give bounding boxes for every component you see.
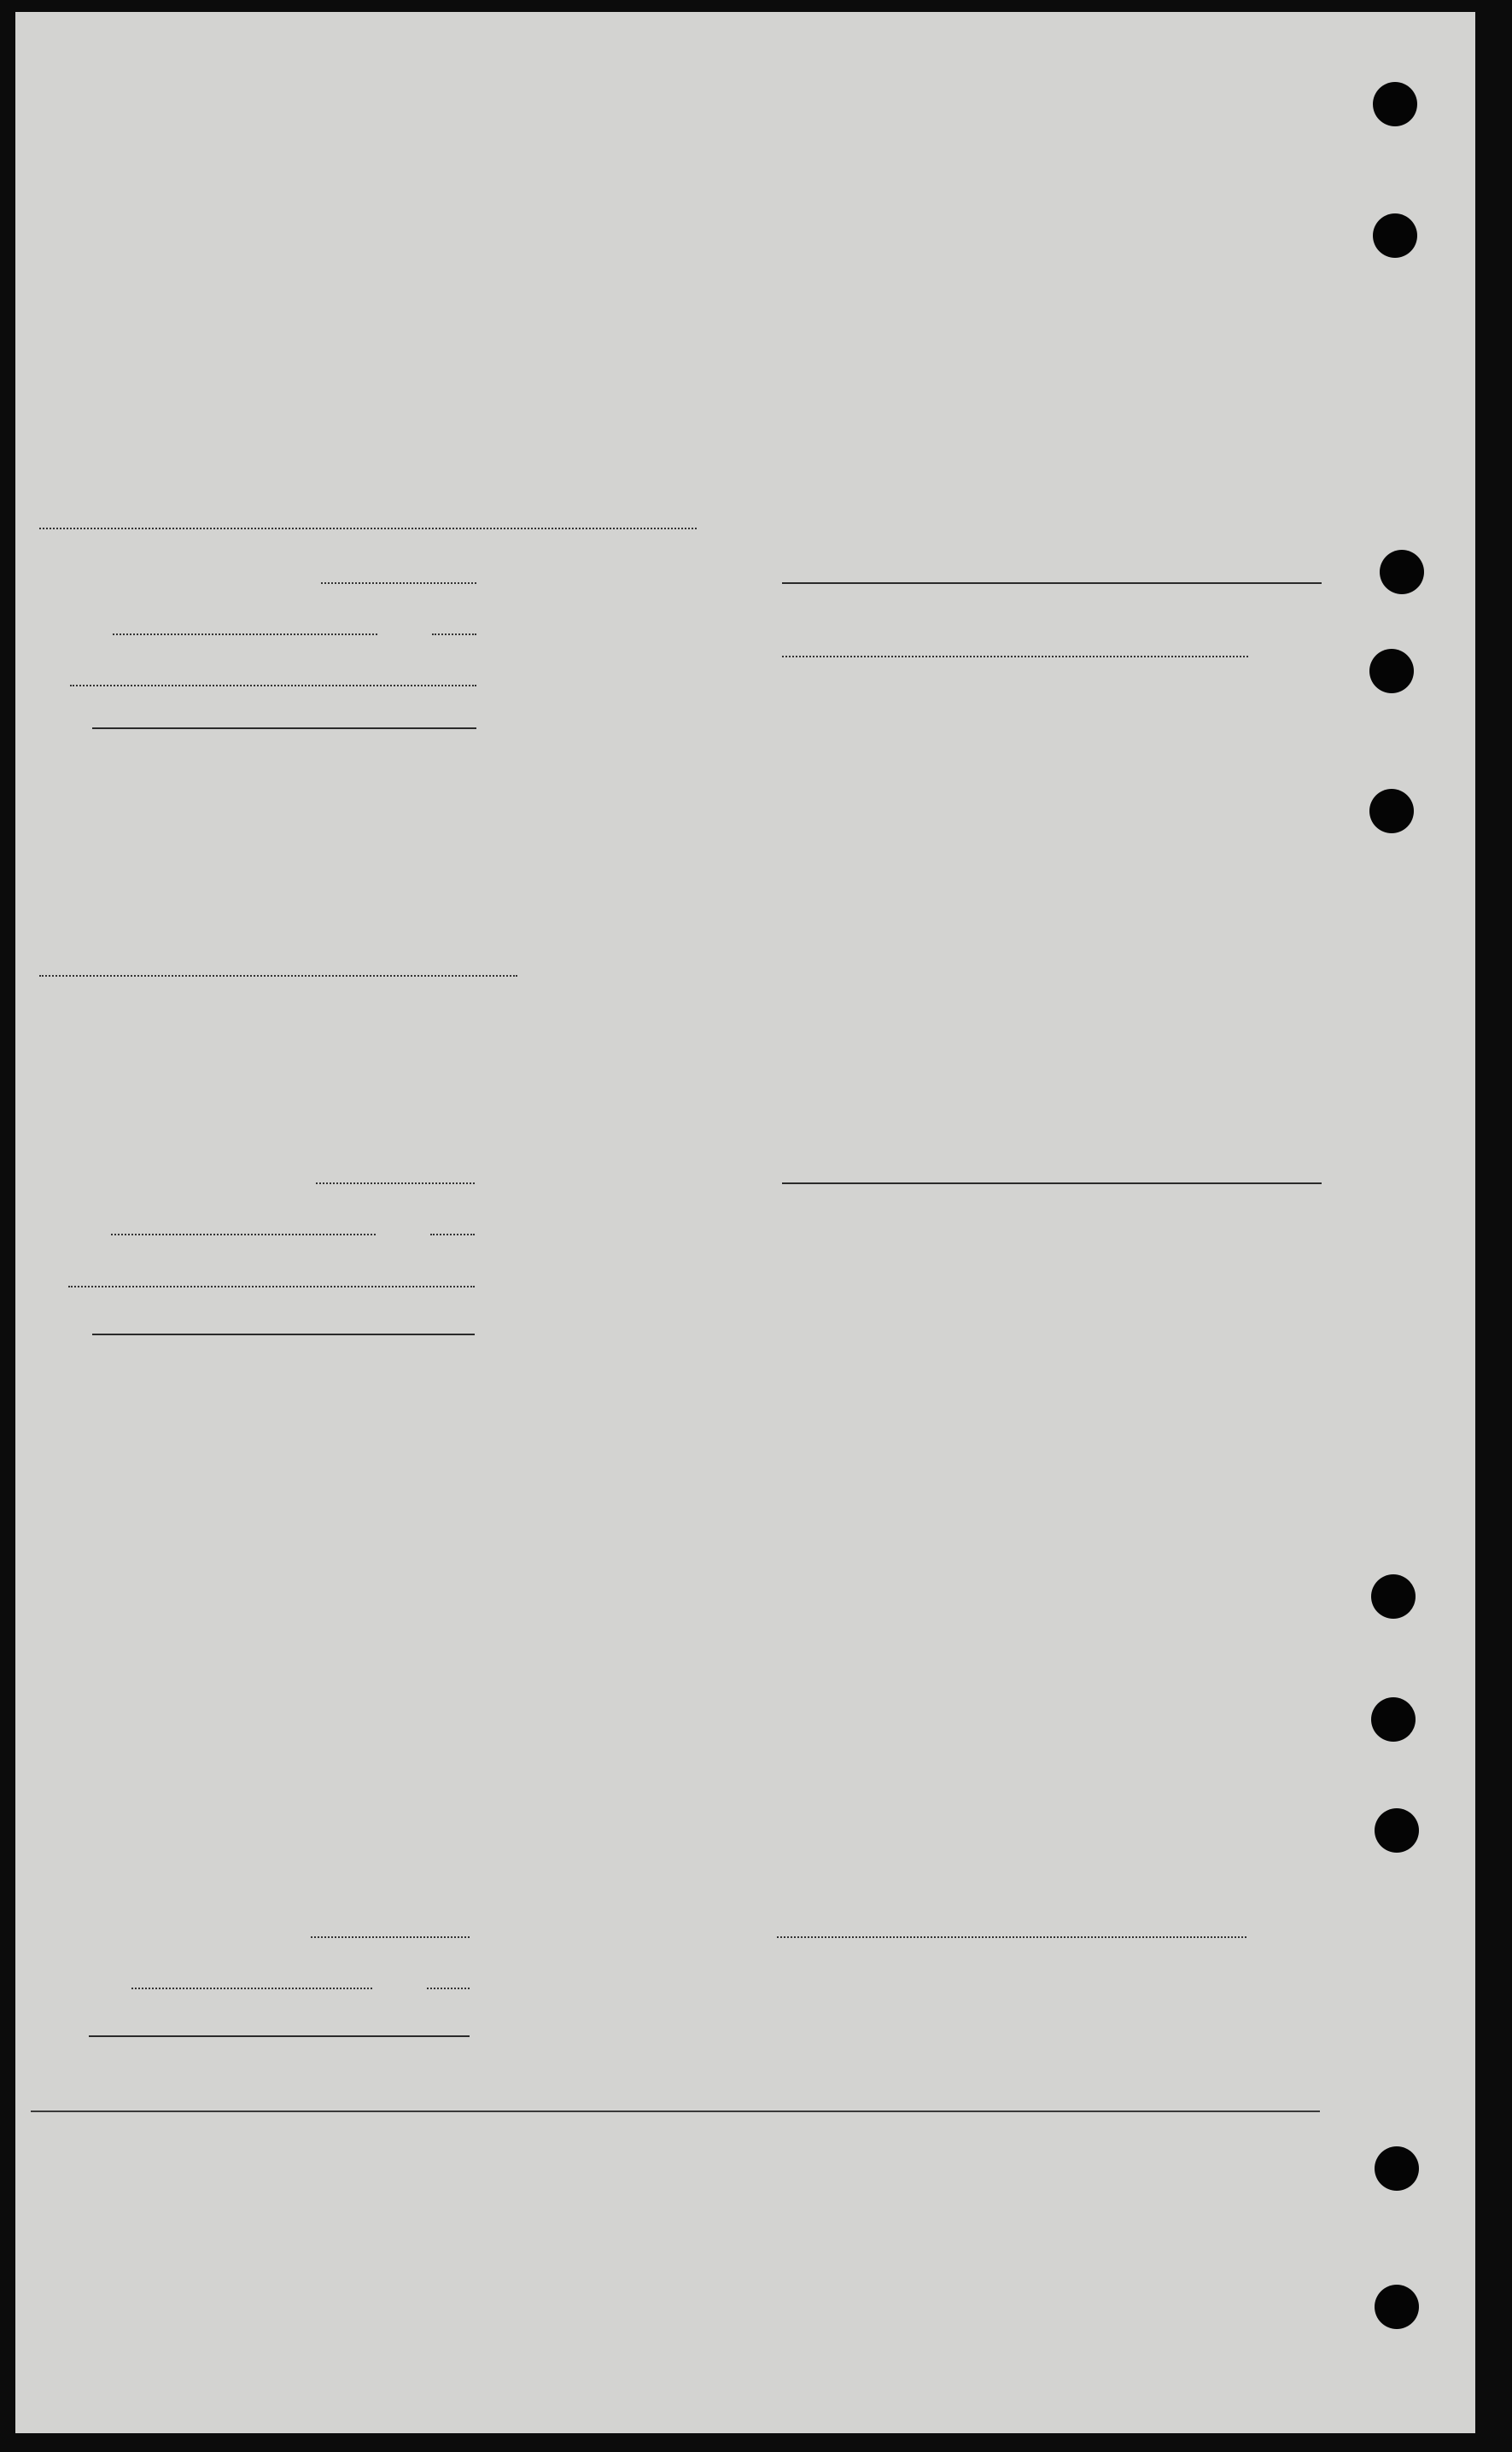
section-1-inspector-line <box>92 727 476 729</box>
section-3-master-line <box>777 1936 1246 1938</box>
footer-rule <box>31 2110 1320 2112</box>
section-2-signature-line <box>782 1182 1322 1184</box>
section-3-day-line <box>131 1988 372 1989</box>
section-2-day-line <box>111 1234 376 1235</box>
section-1-day-line <box>113 633 377 635</box>
section-1-at-line <box>70 685 476 686</box>
section-2-inspector-line <box>92 1334 475 1335</box>
section-2-surgeon-line <box>39 975 517 977</box>
section-2-year-line <box>430 1234 475 1235</box>
section-1-sworn-line <box>321 582 476 584</box>
section-1-address-rule <box>39 528 697 529</box>
manifest-page <box>15 12 1475 2433</box>
section-2-at-line <box>68 1286 475 1287</box>
section-3-collector-line <box>89 2035 470 2037</box>
section-3-year-line <box>427 1988 470 1989</box>
section-2-sworn-line <box>316 1182 475 1184</box>
section-3-sworn-line <box>311 1936 470 1938</box>
section-1-year-line <box>432 633 476 635</box>
section-1-officer-top-line <box>782 582 1322 584</box>
section-1-officer-line <box>782 656 1248 657</box>
